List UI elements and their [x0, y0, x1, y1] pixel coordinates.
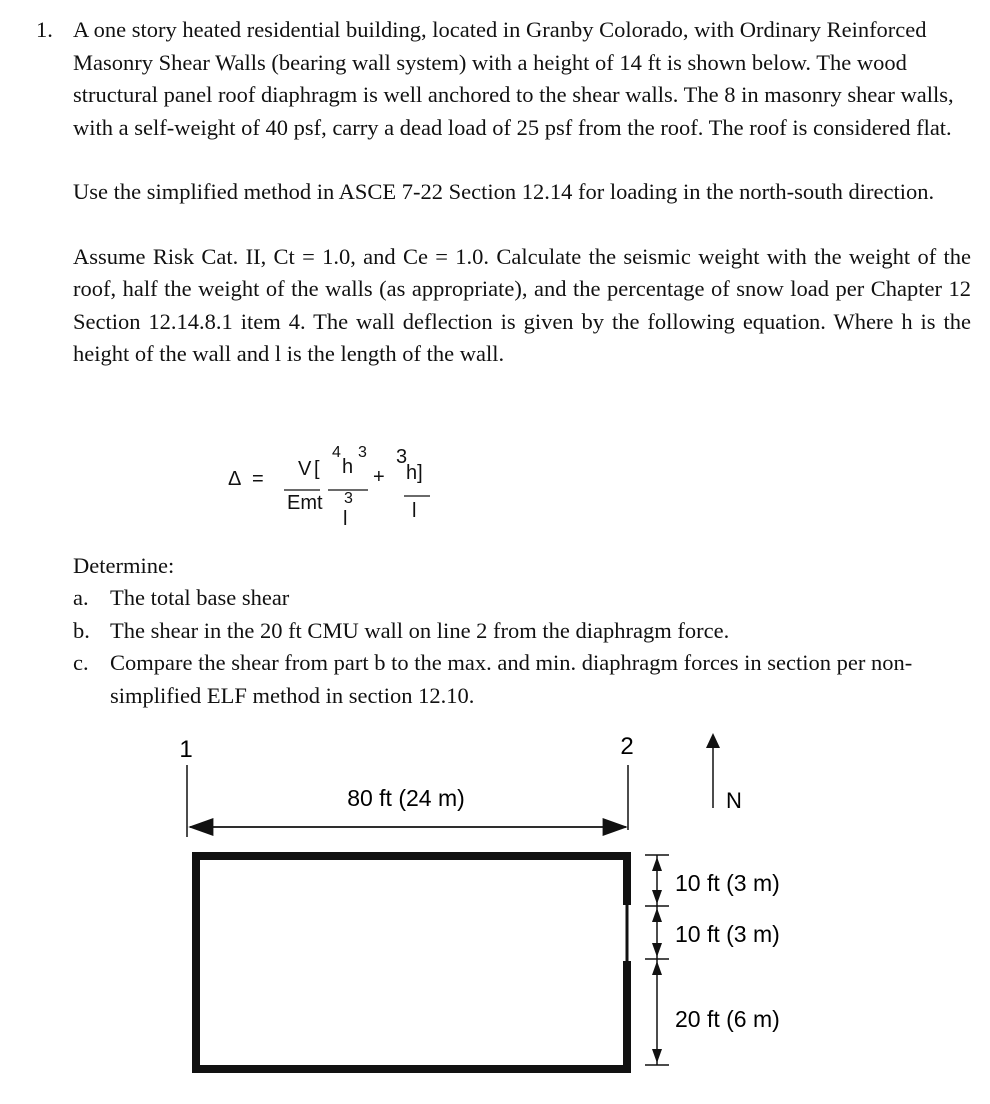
eq-l1: l: [343, 508, 348, 530]
eq-delta: Δ: [228, 468, 242, 490]
eq-emt: Emt: [287, 492, 323, 514]
problem-number: 1.: [36, 17, 53, 42]
eq-v: V: [298, 458, 312, 480]
item-text: The total base shear: [110, 585, 290, 610]
eq-coef3b: 3: [344, 490, 353, 507]
item-text: Compare the shear from part b to the max. and min. diaphragm forces in section per non-simplified ELF method in section 12.10.: [110, 650, 913, 708]
eq-l2: l: [412, 500, 417, 522]
grid-line-2-label: 2: [620, 733, 634, 760]
problem-paragraph-3: Assume Risk Cat. II, Ct = 1.0, and Ce = 1.0. Calculate the seismic weight with the weight of the roof, half the weight of the walls (as appropriate), and the percentage of snow load per Chapter 12 Section 12.14.8.1 item 4. The wall deflection is given by the following equation. Where h is the height of the wall and l is the length of the wall.: [73, 243, 971, 366]
item-label: b.: [73, 617, 90, 643]
length-label: 80 ft (24 m): [347, 785, 465, 811]
eq-plus: +: [373, 466, 385, 488]
determine-heading: Determine:: [73, 553, 175, 578]
item-label: a.: [73, 585, 89, 610]
problem-paragraph-2: Use the simplified method in ASCE 7-22 Section 12.14 for loading in the north-south direction.: [73, 179, 935, 204]
eq-h2: h]: [406, 462, 423, 484]
segment-2-label: 10 ft (3 m): [675, 921, 780, 947]
eq-coef3a: 3: [396, 446, 408, 468]
segment-3-label: 20 ft (6 m): [675, 1006, 780, 1032]
item-label: c.: [73, 650, 89, 675]
eq-bracket: [: [314, 458, 320, 480]
eq-equals: =: [252, 468, 264, 490]
eq-exp3a: 3: [358, 444, 367, 461]
problem-paragraph-1: A one story heated residential building, located in Granby Colorado, with Ordinary Reinforced Masonry Shear Walls (bearing wall system) with a height of 14 ft is shown below. The wood structural panel roof diaphragm is well anchored to the shear walls. The 8 in masonry shear walls, with a self-weight of 40 psf, carry a dead load of 25 psf from the roof. The roof is considered flat.: [73, 17, 954, 140]
eq-h1: h: [342, 456, 354, 478]
item-text: The shear in the 20 ft CMU wall on line 2 from the diaphragm force.: [110, 617, 730, 643]
grid-line-1-label: 1: [179, 736, 193, 763]
segment-1-label: 10 ft (3 m): [675, 870, 780, 896]
eq-exp4: 4: [332, 444, 341, 461]
north-label: N: [726, 788, 742, 813]
